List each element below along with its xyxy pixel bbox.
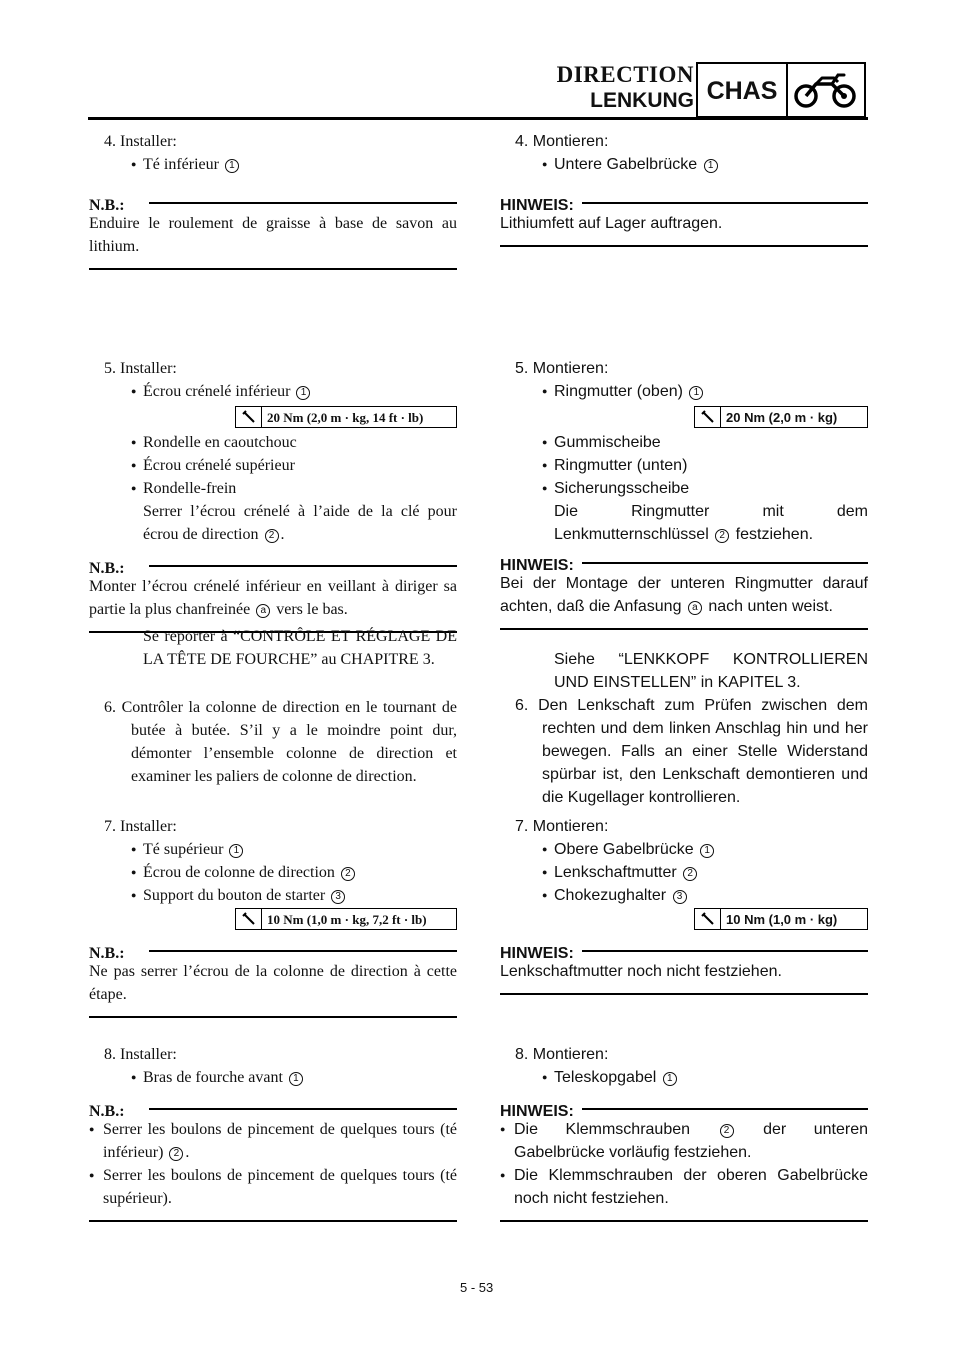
de-note-2-text-b: nach unten weist. (708, 598, 833, 615)
de-note-4-b1-text: Die Klemmschrauben (514, 1121, 691, 1138)
header-title-fr: DIRECTION (556, 62, 694, 87)
marker-3: 3 (673, 890, 687, 904)
fr-note-2-text-a: Monter l’écrou crénelé inférieur en veillant à diriger sa partie la plus chanfreinée (89, 578, 457, 618)
fr-note-4-b1-end: . (185, 1144, 190, 1161)
de-s7-item3 (500, 884, 868, 907)
de-torque-spec-2 (694, 908, 868, 930)
de-s7-item1 (500, 838, 868, 861)
de-s5-item3: ● Ringmutter (unten) (500, 454, 868, 477)
fr-torque-spec-1 (235, 406, 457, 428)
fr-s5-item2: ● Rondelle en caoutchouc (89, 431, 457, 454)
de-note-1-text: Lithiumfett auf Lager auftragen. (500, 215, 723, 232)
de-step-7 (500, 815, 868, 933)
de-s4-item1 (500, 153, 868, 176)
de-s7-item3-text: Chokezughalter (554, 887, 667, 904)
fr-note-2-label: N.B.: (89, 560, 125, 577)
fr-note-4-bullet-1 (89, 1118, 457, 1164)
de-torque-value-2: 10 Nm (1,0 m · kg) (726, 911, 838, 927)
marker-2: 2 (715, 529, 729, 543)
note-line (582, 1108, 868, 1110)
page-number: 5 - 53 (460, 1280, 494, 1295)
fr-s4-item1-text: Té inférieur (143, 156, 219, 173)
de-note-3-text: Lenkschaftmutter noch nicht festziehen. (500, 963, 782, 980)
fr-s7-item1-text: Té supérieur (143, 841, 224, 858)
de-s7-item2 (500, 861, 868, 884)
marker-1: 1 (700, 844, 714, 858)
marker-2: 2 (720, 1124, 734, 1138)
marker-1: 1 (289, 1072, 303, 1086)
marker-1: 1 (663, 1072, 677, 1086)
fr-note-4-bullet-2: ● Serrer les boulons de pincement de quelques tours (té supérieur). (89, 1164, 457, 1210)
de-torque-spec-1 (694, 406, 868, 428)
fr-step-6-text: 6. Contrôler la colonne de direction en le tournant de butée à butée. S’il y a le moindre point dur, démonter l’ensemble colonne de direction et examiner les paliers de colonne de direction. (104, 699, 457, 785)
de-s5-item2: ● Gummischeibe (500, 431, 868, 454)
de-s8-item1-text: Teleskopgabel (554, 1069, 657, 1086)
marker-1: 1 (704, 159, 718, 173)
header-rule (88, 117, 868, 120)
de-step-5 (500, 357, 868, 546)
fr-note-4-label: N.B.: (89, 1103, 125, 1120)
de-step-5-label: 5. Montieren: (515, 360, 609, 377)
fr-note-2-head (89, 557, 457, 575)
fr-note-2-text (89, 575, 457, 621)
fr-note-2-text-b: vers le bas. (276, 601, 348, 618)
fr-note-1-label: N.B.: (89, 197, 125, 214)
motorcycle-icon-box (786, 62, 866, 118)
de-note-2-text (500, 572, 868, 618)
fr-step-6 (89, 696, 457, 788)
de-step-8-label: 8. Montieren: (515, 1046, 609, 1063)
de-s5-item4: ● Sicherungsscheibe (500, 477, 868, 500)
note-rule (89, 1016, 457, 1018)
fr-step-8-label: 8. Installer: (104, 1046, 177, 1063)
note-line (582, 562, 868, 564)
fr-s7-item3-text: Support du bouton de starter (143, 887, 326, 904)
fr-reference-text: Se reporter à “CONTRÔLE ET RÉGLAGE DE LA TÊTE DE FOURCHE” au CHAPITRE 3. (143, 628, 457, 668)
header-title-de: LENKUNG (590, 89, 694, 112)
de-note-4-bullet-1 (500, 1118, 868, 1164)
fr-step-4-item (89, 153, 457, 176)
de-step-4 (500, 130, 868, 176)
de-step-6 (500, 694, 868, 809)
fr-note-4 (89, 1100, 457, 1222)
de-note-1-label: HINWEIS: (500, 197, 574, 214)
de-note-2-head (500, 554, 868, 572)
fr-note-3 (89, 942, 457, 1018)
fr-torque-spec-2 (235, 908, 457, 930)
de-s5-item1-text: Ringmutter (oben) (554, 383, 683, 400)
de-torque-value-1: 20 Nm (2,0 m · kg) (726, 409, 838, 425)
de-note-3-label: HINWEIS: (500, 945, 574, 962)
de-s7-item2-text: Lenkschaftmutter (554, 864, 677, 881)
fr-step-5 (89, 357, 457, 546)
wrench-icon (236, 909, 262, 929)
marker-2: 2 (265, 529, 279, 543)
de-torque-row-1 (500, 403, 868, 431)
fr-s7-item2 (89, 861, 457, 884)
section-code: CHAS (706, 77, 778, 105)
de-step-6-text: 6. Den Lenkschaft zum Prüfen zwischen dem rechten und dem linken Anschlag hin und her bewegen. Falls an einer Stelle Widerstand spürbar ist, den Lenkschaft demontieren und die Kugellager kontrollieren. (515, 697, 868, 806)
marker-2: 2 (169, 1147, 183, 1161)
de-note-1-head (500, 194, 868, 212)
fr-s5-item1 (89, 380, 457, 403)
section-header (556, 62, 866, 120)
fr-s5-item1-text: Écrou crénelé inférieur (143, 383, 291, 400)
note-line (582, 950, 868, 952)
marker-2: 2 (683, 867, 697, 881)
fr-note-4-head (89, 1100, 457, 1118)
fr-step-5-label: 5. Installer: (104, 360, 177, 377)
fr-note-3-head (89, 942, 457, 960)
section-code-box (696, 62, 788, 118)
note-line (149, 950, 457, 952)
de-note-4-bullet-2: ● Die Klemmschrauben der oberen Gabelbrücke noch nicht festziehen. (500, 1164, 868, 1210)
note-line (149, 565, 457, 567)
fr-s8-item1-text: Bras de fourche avant (143, 1069, 283, 1086)
de-s5-instr-text: Die Ringmutter mit dem Lenkmutternschlüssel (554, 503, 868, 543)
note-line (582, 202, 868, 204)
fr-s5-item4: ● Rondelle-frein (89, 477, 457, 500)
de-note-4 (500, 1100, 868, 1222)
marker-a: a (688, 601, 702, 615)
de-note-3-head (500, 942, 868, 960)
fr-note-4-b1-text: Serrer les boulons de pincement de quelques tours (té inférieur) (103, 1121, 457, 1161)
fr-note-2 (89, 557, 457, 633)
de-note-2-text-a: Bei der Montage der unteren Ringmutter darauf achten, daß die Anfasung (500, 575, 868, 615)
note-rule (500, 628, 868, 630)
de-torque-row-2 (500, 907, 868, 933)
de-note-4-b1-end: der unteren Gabelbrücke vorläufig festziehen. (514, 1121, 869, 1161)
de-s5-instruction (500, 500, 868, 546)
fr-torque-row-2 (89, 907, 457, 933)
fr-step-4-label: 4. Installer: (104, 133, 177, 150)
de-step-4-label: 4. Montieren: (515, 133, 609, 150)
note-rule (500, 993, 868, 995)
marker-1: 1 (225, 159, 239, 173)
fr-s5-item3: ● Écrou crénelé supérieur (89, 454, 457, 477)
de-step-8 (500, 1043, 868, 1089)
marker-1: 1 (296, 386, 310, 400)
fr-s7-item1 (89, 838, 457, 861)
motorcycle-icon (786, 64, 864, 118)
de-note-3 (500, 942, 868, 995)
de-s5-instr-end: festziehen. (735, 526, 814, 543)
fr-torque-row-1 (89, 403, 457, 431)
wrench-icon (236, 407, 262, 427)
marker-a: a (256, 604, 270, 618)
marker-2: 2 (341, 867, 355, 881)
fr-step-8 (89, 1043, 457, 1089)
de-s5-item1 (500, 380, 868, 403)
fr-s5-instr-end: . (280, 526, 285, 543)
fr-step-4 (89, 130, 457, 176)
marker-3: 3 (331, 890, 345, 904)
fr-step-7-label: 7. Installer: (104, 818, 177, 835)
fr-note-1-head (89, 194, 457, 212)
de-step-7-label: 7. Montieren: (515, 818, 609, 835)
de-s8-item1 (500, 1066, 868, 1089)
de-note-4-head (500, 1100, 868, 1118)
note-rule (500, 1220, 868, 1222)
fr-s7-item3 (89, 884, 457, 907)
de-s7-item1-text: Obere Gabelbrücke (554, 841, 694, 858)
de-s4-item1-text: Untere Gabelbrücke (554, 156, 698, 173)
wrench-icon (695, 407, 721, 427)
fr-note-1 (89, 194, 457, 270)
note-rule (89, 268, 457, 270)
de-note-1 (500, 194, 868, 247)
fr-torque-value-1: 20 Nm (2,0 m · kg, 14 ft · lb) (267, 409, 424, 425)
note-line (149, 1108, 457, 1110)
marker-1: 1 (229, 844, 243, 858)
de-reference-text: Siehe “LENKKOPF KONTROLLIEREN UND EINSTELLEN” in KAPITEL 3. (554, 651, 868, 691)
fr-s8-item1 (89, 1066, 457, 1089)
fr-s5-instr-text: Serrer l’écrou crénelé à l’aide de la clé pour écrou de direction (143, 503, 457, 543)
fr-note-1-text: Enduire le roulement de graisse à base de savon au lithium. (89, 215, 457, 255)
de-note-4-label: HINWEIS: (500, 1103, 574, 1120)
de-reference (500, 648, 868, 694)
note-line (149, 202, 457, 204)
de-note-2 (500, 554, 868, 630)
fr-note-3-text: Ne pas serrer l’écrou de la colonne de direction à cette étape. (89, 963, 457, 1003)
fr-s7-item2-text: Écrou de colonne de direction (143, 864, 335, 881)
fr-torque-value-2: 10 Nm (1,0 m · kg, 7,2 ft · lb) (267, 911, 427, 927)
de-note-2-label: HINWEIS: (500, 557, 574, 574)
marker-1: 1 (689, 386, 703, 400)
fr-note-3-label: N.B.: (89, 945, 125, 962)
fr-reference (89, 625, 457, 671)
note-rule (89, 1220, 457, 1222)
fr-s5-instruction (89, 500, 457, 546)
fr-step-7 (89, 815, 457, 933)
note-rule (500, 245, 868, 247)
wrench-icon (695, 909, 721, 929)
